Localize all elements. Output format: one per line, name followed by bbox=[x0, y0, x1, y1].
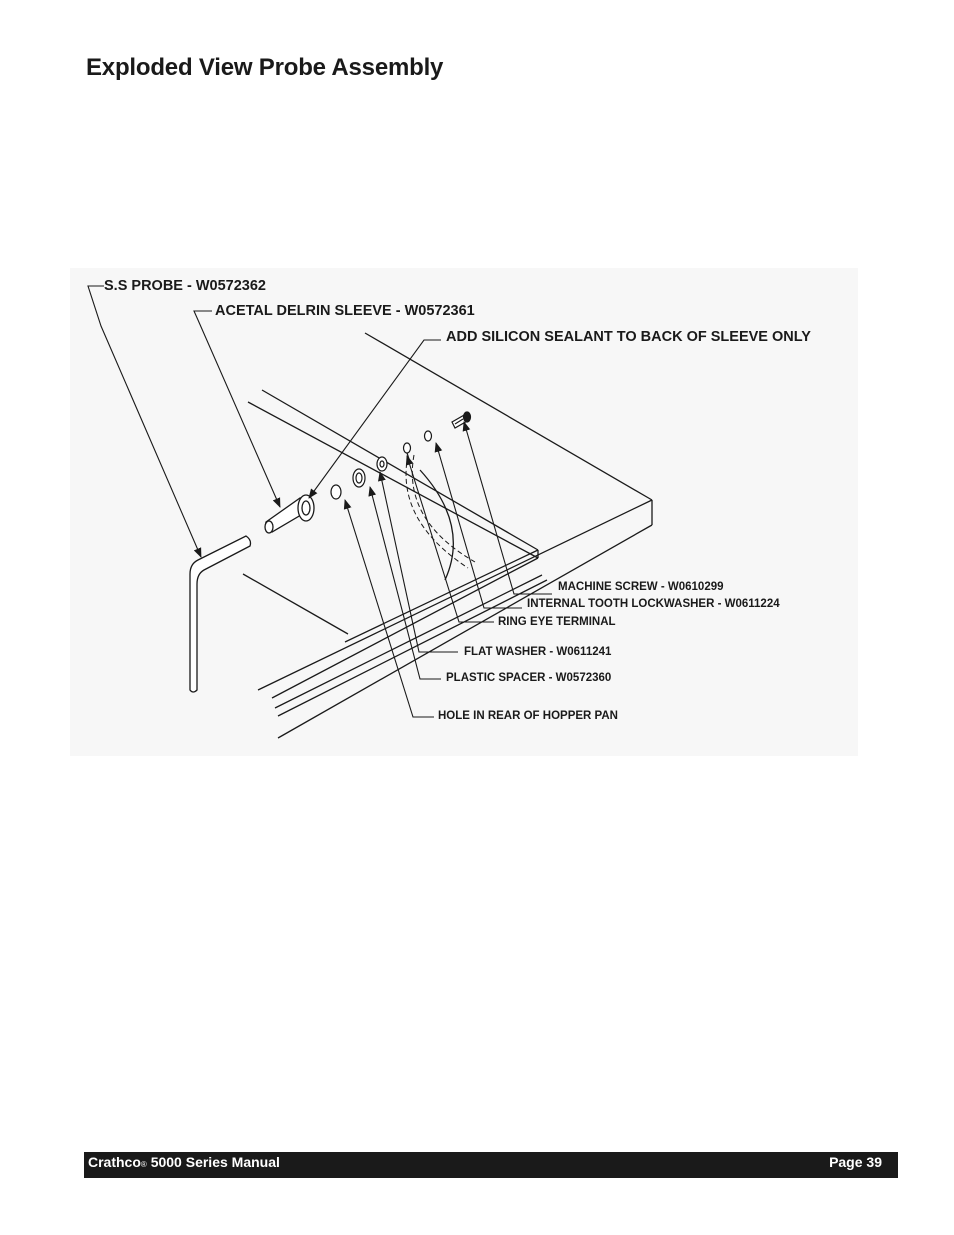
label-ss-probe: S.S PROBE - W0572362 bbox=[104, 278, 266, 294]
registered-mark: ® bbox=[140, 1160, 147, 1169]
label-ring-eye: RING EYE TERMINAL bbox=[498, 616, 616, 628]
footer-brand: Crathco bbox=[88, 1154, 141, 1170]
leader-ss-probe bbox=[88, 286, 201, 557]
page-footer bbox=[84, 1152, 898, 1178]
label-delrin-sleeve: ACETAL DELRIN SLEEVE - W0572361 bbox=[215, 303, 475, 319]
machine-screw-part bbox=[452, 412, 471, 428]
footer-manual-name: 5000 Series Manual bbox=[146, 1154, 280, 1170]
footer-page-number: Page 39 bbox=[829, 1154, 882, 1170]
label-flat-washer: FLAT WASHER - W0611241 bbox=[464, 646, 612, 658]
leader-silicon-sealant bbox=[309, 340, 441, 498]
hopper-hole-part bbox=[331, 485, 341, 499]
leader-hopper-hole bbox=[345, 500, 434, 717]
page-title: Exploded View Probe Assembly bbox=[86, 54, 444, 81]
delrin-sleeve-part bbox=[265, 495, 314, 533]
label-silicon-sealant: ADD SILICON SEALANT TO BACK OF SLEEVE ONLY bbox=[446, 329, 811, 345]
label-machine-screw: MACHINE SCREW - W0610299 bbox=[558, 581, 724, 593]
plastic-spacer-part bbox=[353, 469, 365, 487]
lockwasher-part bbox=[425, 431, 432, 441]
wire-dashed bbox=[406, 455, 475, 568]
leader-plastic-spacer bbox=[370, 487, 441, 679]
label-hopper-hole: HOLE IN REAR OF HOPPER PAN bbox=[438, 710, 618, 722]
label-plastic-spacer: PLASTIC SPACER - W0572360 bbox=[446, 672, 612, 684]
footer-manual-title bbox=[88, 1154, 280, 1170]
leader-machine-screw bbox=[464, 422, 552, 594]
flat-washer-part bbox=[377, 457, 387, 471]
leader-delrin-sleeve bbox=[194, 311, 280, 507]
label-lockwasher: INTERNAL TOOTH LOCKWASHER - W0611224 bbox=[527, 598, 780, 610]
ss-probe-part bbox=[190, 536, 251, 692]
